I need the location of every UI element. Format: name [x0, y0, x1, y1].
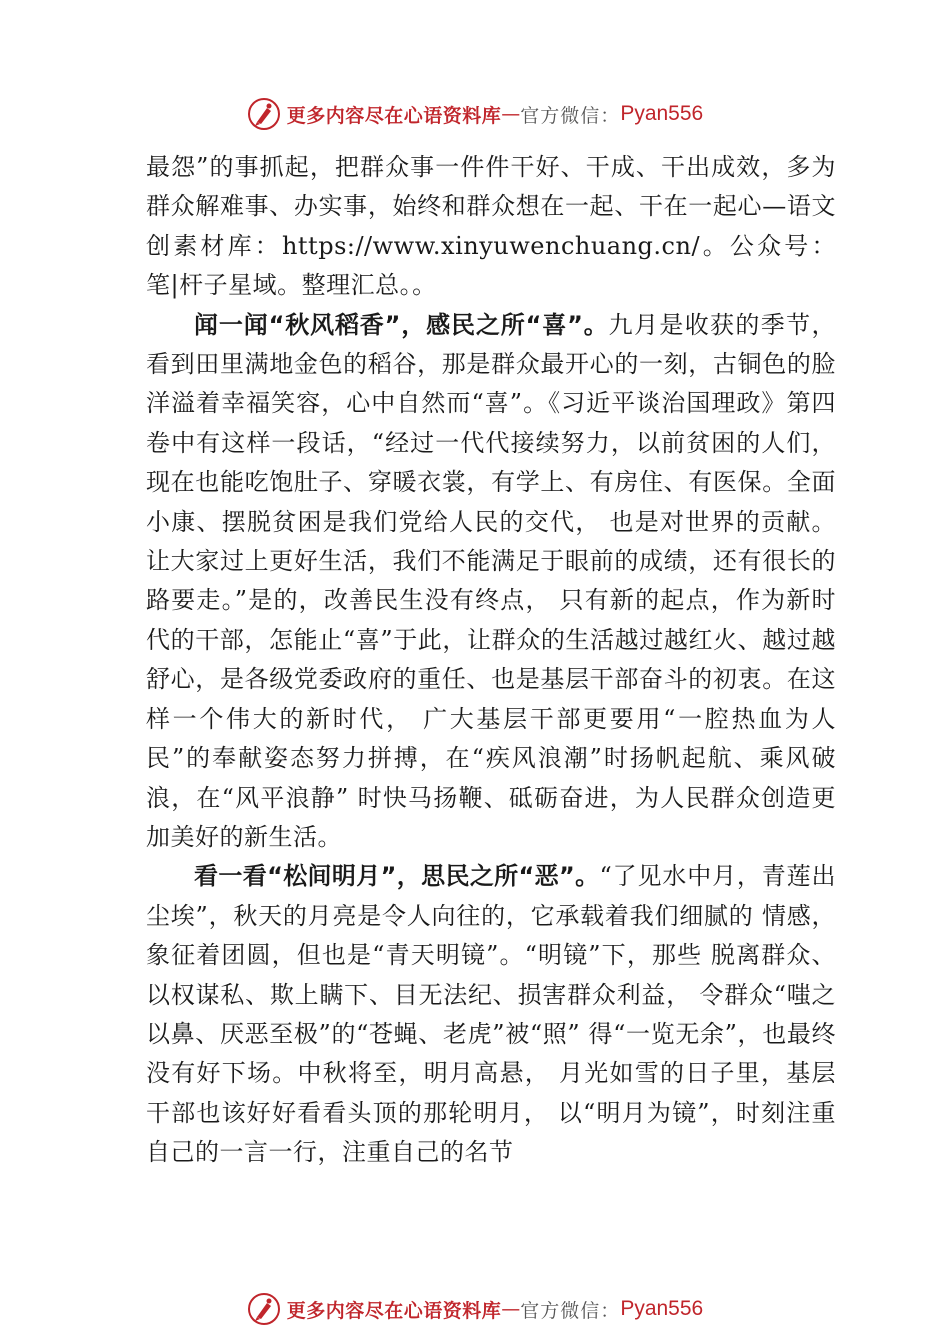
paragraph-2-body: 九月是收获的季节，看到田里满地金色的稻谷，那是群众最开心的一刻，古铜色的脸洋溢着幸福笑容，心中自然而“喜”。《习近平谈治国理政》第四卷中有这样一段话，“经过一代代接续努力，以前贫困的人们，现在也能吃饱肚子、穿暖衣裳，有学上、有房住、有医保。全面小康、摆脱贫困是我们党给人民的交代， 也是对世界的贡献。让大家过上更好生活，我们不能满足于眼前的成绩，还有很长的路要走。”是的，改善民生没有终点， 只有新的起点，作为新时代的干部，怎能止“喜”于此，让群众的生活越过越红火、越过越舒心，是各级党委政府的重任、也是基层干部奋斗的初衷。在这样一个伟大的新时代， 广大基层干部更要用“一腔热血为人民”的奉献姿态努力拼搏，在“疾风浪潮”时扬帆起航、乘风破浪，在“风平浪静” 时快马扬鞭、砥砺奋进，为人民群众创造更加美好的新生活。 [146, 310, 837, 851]
banner-library-text: 更多内容尽在心语资料库 [286, 104, 502, 127]
paragraph-1 [146, 148, 836, 306]
banner-wechat-id: Pyan556 [620, 1297, 704, 1320]
banner-dash: — [501, 1298, 521, 1320]
paragraph-3-heading: 看一看“松间明月”，思民之所“恶”。 [194, 862, 600, 891]
footer-banner [0, 1289, 950, 1329]
banner-wechat-id: Pyan556 [620, 102, 704, 125]
banner-wechat-label: 官方微信： [520, 1299, 621, 1322]
document-body [146, 148, 836, 1173]
paragraph-3 [146, 857, 836, 1172]
pen-nib-icon [247, 1292, 281, 1326]
paragraph-2-heading: 闻一闻“秋风稻香”，感民之所“喜”。 [194, 310, 609, 339]
banner-library-text: 更多内容尽在心语资料库 [286, 1299, 502, 1322]
banner-wechat-label: 官方微信： [520, 104, 621, 127]
banner-dash: — [501, 103, 521, 125]
header-banner [0, 94, 950, 134]
pen-nib-icon [247, 97, 281, 131]
paragraph-2 [146, 306, 836, 858]
paragraph-3-body: “了见水中月，青莲出尘埃”，秋天的月亮是令人向往的，它承载着我们细腻的 情感，象征着团圆，但也是“青天明镜”。“明镜”下，那些 脱离群众、以权谋私、欺上瞒下、目无法纪、损害群众利益， 令群众“嗤之以鼻、厌恶至极”的“苍蝇、老虎”被“照” 得“一览无余”，也最终没有好下场。中秋将至，明月高悬， 月光如雪的日子里，基层干部也该好好看看头顶的那轮明月， 以“明月为镜”，时刻注重自己的一言一行，注重自己的名节 [146, 862, 836, 1167]
paragraph-1-body: 最怨”的事抓起，把群众事一件件干好、干成、干出成效，多为群众解难事、办实事，始终和群众想在一起、干在一起心—语文创素材库：https://www.xinyuwenchuang.cn/。公众号：笔|杆子星域。整理汇总。。 [146, 153, 836, 300]
